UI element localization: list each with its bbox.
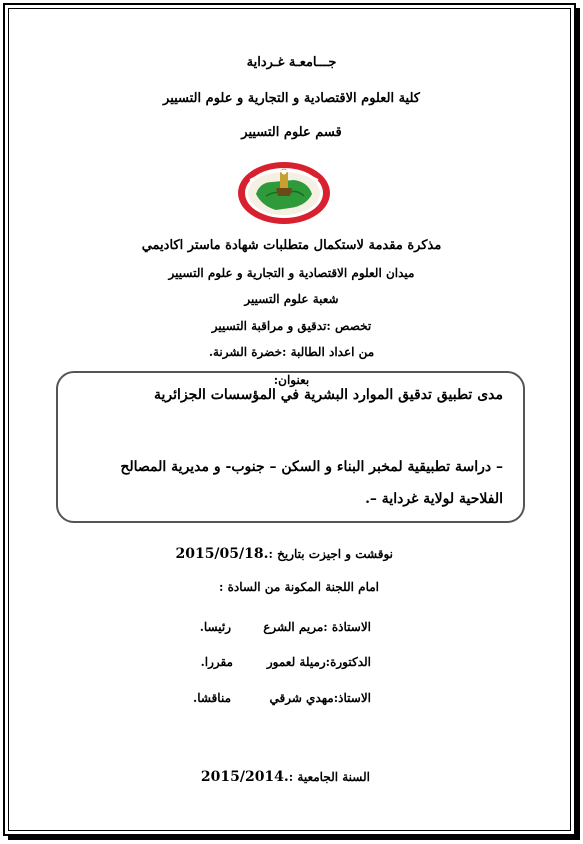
- defense-date: 2015/05/18.: [175, 546, 269, 562]
- thesis-title-main: مدى تطبيق تدقيق الموارد البشرية في المؤسسات الجزائرية: [154, 387, 503, 403]
- committee-member-2-name: الدكتورة:رميلة لعمور: [266, 655, 371, 669]
- academic-year-label: السنة الجامعية :: [288, 770, 370, 784]
- specialty: تخصص :تدقيق و مراقبة التسيير: [211, 319, 372, 333]
- department-name: قسم علوم التسيير: [241, 125, 342, 140]
- committee-member-3-role: مناقشا.: [193, 691, 231, 705]
- thesis-title-sub-line-2: الفلاحية لولاية غرداية –.: [365, 491, 503, 507]
- title-label: بعنوان:: [273, 373, 310, 387]
- faculty-name: كلية العلوم الاقتصادية و التجارية و علوم التسيير: [163, 91, 420, 106]
- thesis-title-sub-line-1: – دراسة تطبيقية لمخبر البناء و السكن – جنوب- و مديرية المصالح: [120, 459, 503, 475]
- thesis-title-box: [56, 371, 525, 523]
- page-shadow-bottom: [8, 836, 580, 840]
- committee-member-3-name: الاستاذ:مهدي شرقي: [269, 691, 371, 705]
- field-name: ميدان العلوم الاقتصادية و التجارية و علوم التسيير: [168, 266, 415, 280]
- memo-statement: مذكرة مقدمة لاستكمال متطلبات شهادة ماستر اكاديمي: [141, 238, 442, 253]
- branch-name: شعبة علوم التسيير: [244, 292, 339, 306]
- defense-date-line: [175, 543, 393, 562]
- committee-member-1-role: رئيسا.: [199, 620, 231, 634]
- student-name: من اعداد الطالبة :خضرة الشرنة.: [208, 345, 375, 359]
- committee-intro: امام اللجنة المكونة من السادة :: [218, 580, 379, 594]
- committee-member-1-name: الاستاذة :مريم الشرع: [263, 620, 371, 634]
- university-name: جـــامعـة غـرداية: [246, 55, 337, 70]
- academic-year-line: [201, 766, 370, 785]
- university-logo: [236, 160, 332, 226]
- committee-member-2-role: مقررا.: [200, 655, 233, 669]
- academic-year: 2015/2014.: [200, 769, 289, 785]
- defense-date-label: نوقشت و اجيزت بتاريخ :: [268, 547, 393, 561]
